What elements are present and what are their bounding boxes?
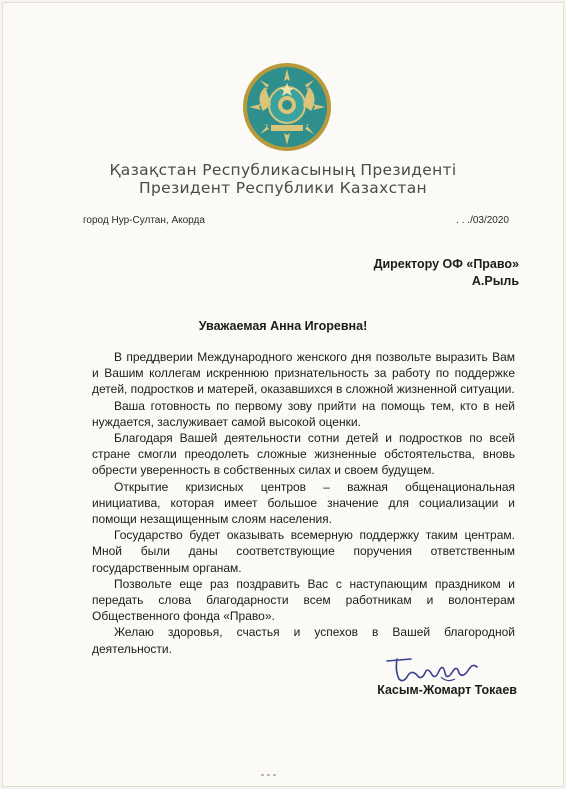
paragraph: Желаю здоровья, счастья и успехов в Вашей благородной деятельности. — [92, 625, 515, 656]
paragraph: Открытие кризисных центров – важная общенациональная инициатива, которая имеет большое значение для социализации и помощи незащищенным слоям населения. — [92, 479, 515, 527]
letter-page — [2, 2, 564, 787]
signer-name: Касым-Жомарт Токаев — [377, 683, 517, 697]
greeting: Уважаемая Анна Игоревна! — [198, 319, 368, 333]
handwritten-signature — [381, 653, 481, 685]
letterhead-ru: Президент Республики Казахстан — [139, 179, 427, 197]
paragraph: Позвольте еще раз поздравить Вас с наступающим праздником и передать слова благодарности всем работникам и волонтерам Общественного фонда «Право». — [92, 576, 515, 624]
scan-mark — [261, 773, 277, 777]
addressee-name: А.Рыль — [471, 274, 519, 288]
paragraph: В преддверии Международного женского дня позвольте выразить Вам и Вашим коллегам искреннюю признательность за работу по поддержке детей, подростков и матерей, оказавшихся в сложной жизненной ситуации. — [92, 350, 515, 397]
addressee-position: Директору ОФ «Право» — [373, 257, 519, 271]
place-line: город Нур-Султан, Акорда — [83, 215, 205, 226]
letterhead-kz: Қазақстан Республикасының Президенті — [109, 161, 457, 179]
kazakhstan-emblem-icon — [241, 61, 333, 153]
letter-body — [92, 349, 515, 657]
paragraph: Государство будет оказывать всемерную поддержку таким центрам. Мной были даны соответствующие поручения ответственным государственным органам. — [92, 528, 515, 575]
paragraph: Ваша готовность по первому зову прийти на помощь тем, кто в ней нуждается, заслуживает самой высокой оценки. — [92, 398, 515, 429]
addressee-block — [374, 256, 519, 290]
paragraph: Благодаря Вашей деятельности сотни детей и подростков по всей стране смогли преодолеть сложные жизненные обстоятельства, вновь обрести уверенность в собственных силах и своем будущем. — [92, 431, 515, 478]
date-line: . . ./03/2020 — [456, 215, 509, 226]
